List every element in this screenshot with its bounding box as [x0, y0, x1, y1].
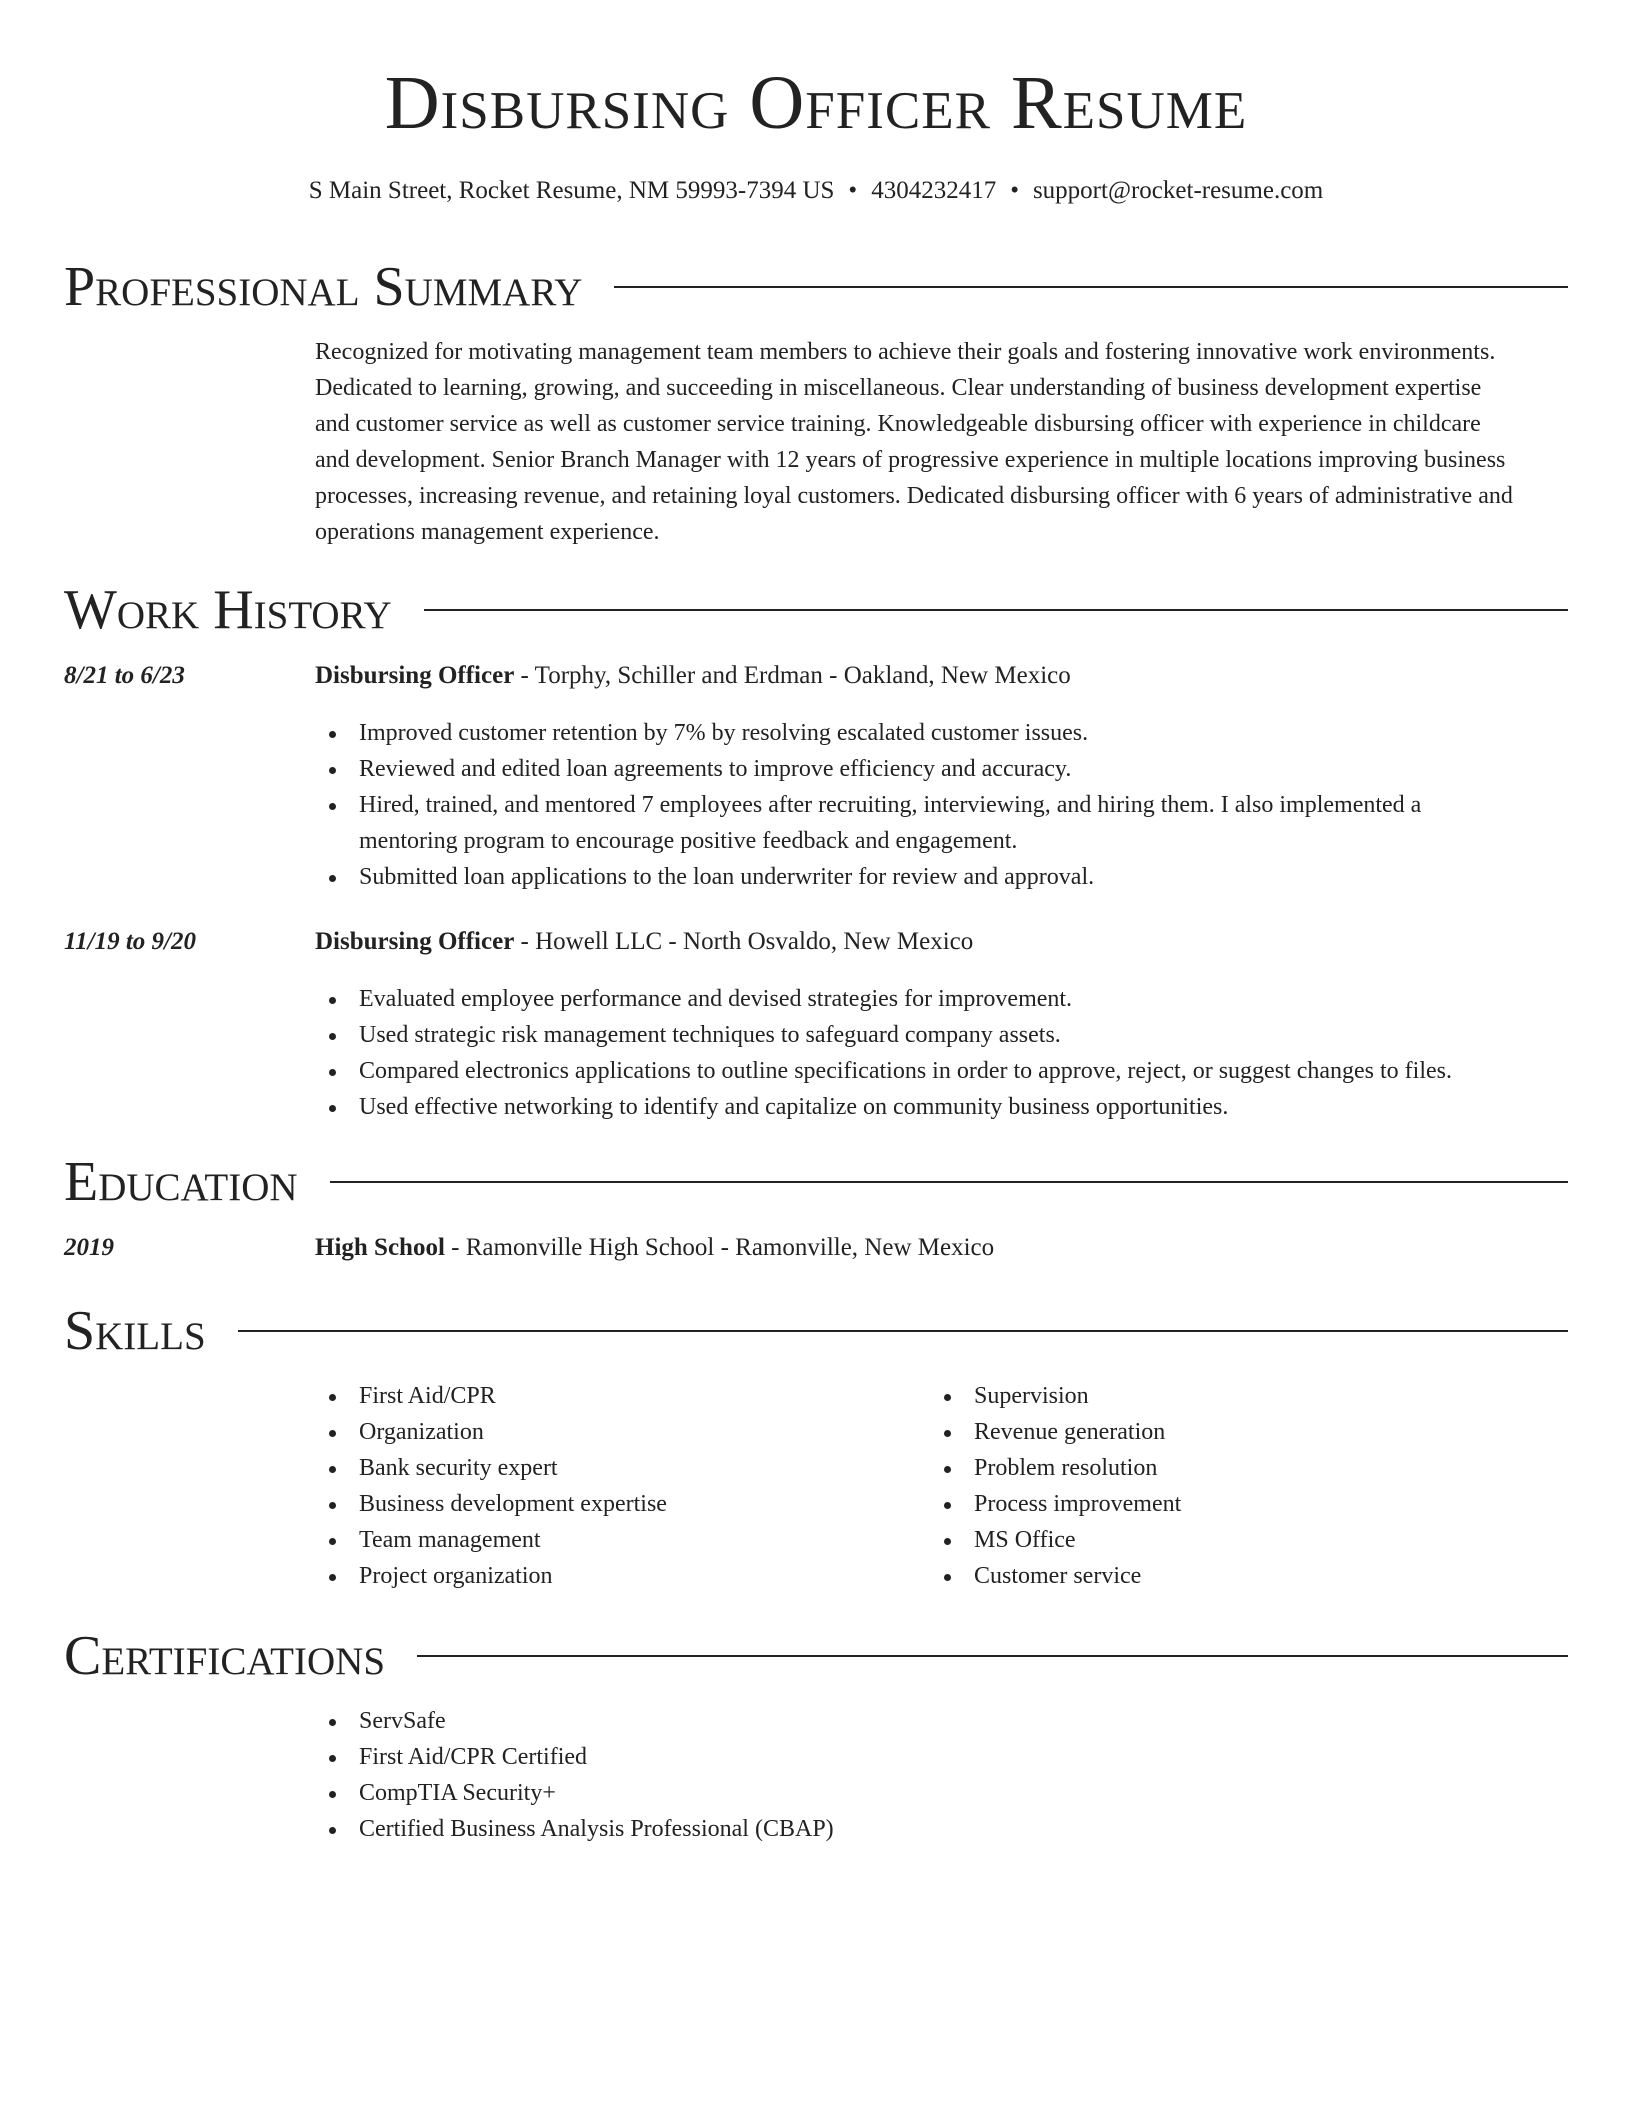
skills-list-left	[315, 1378, 915, 1594]
job-bullet-list	[315, 715, 1570, 895]
section-header-skills	[64, 1296, 1568, 1366]
summary-line: processes, increasing revenue, and retaining loyal customers. Dedicated disbursing officer with 6 years of administrative and	[315, 483, 1513, 509]
summary-line: Dedicated to learning, growing, and succeeding in miscellaneous. Clear understanding of business development expertise	[315, 375, 1482, 401]
job-title: Disbursing Officer	[315, 662, 515, 689]
job-heading	[315, 659, 1570, 693]
certification-item: First Aid/CPR Certified	[315, 1739, 1570, 1775]
skill-item: Process improvement	[930, 1486, 1530, 1522]
section-title-work-history: Work History	[64, 575, 424, 645]
contact-address: S Main Street, Rocket Resume, NM 59993-7394 US	[308, 177, 835, 204]
skill-item: Organization	[315, 1414, 915, 1450]
certification-item: Certified Business Analysis Professional (CBAP)	[315, 1811, 1570, 1847]
job-employer-location: - Howell LLC - North Osvaldo, New Mexico	[514, 928, 974, 955]
contact-separator: •	[848, 177, 858, 204]
summary-line: Recognized for motivating management team members to achieve their goals and fostering innovative work environments.	[315, 339, 1496, 365]
list-item-line: Hired, trained, and mentored 7 employees after recruiting, interviewing, and hiring them. I also implemented a	[359, 792, 1422, 818]
section-header-certifications	[64, 1621, 1568, 1691]
skill-item: Problem resolution	[930, 1450, 1530, 1486]
contact-email: support@rocket-resume.com	[1032, 177, 1324, 204]
job-dates: 11/19 to 9/20	[64, 928, 196, 955]
resume-title: Disbursing Officer Resume	[384, 61, 1248, 145]
job-heading	[315, 925, 1570, 959]
list-item	[315, 787, 1570, 859]
summary-line: and customer service as well as customer service training. Knowledgeable disbursing officer with experience in childcare	[315, 411, 1481, 437]
list-item: Improved customer retention by 7% by resolving escalated customer issues.	[315, 715, 1570, 751]
skill-item: Project organization	[315, 1558, 915, 1594]
section-header-education	[64, 1147, 1568, 1217]
list-item: Used strategic risk management techniques to safeguard company assets.	[315, 1017, 1570, 1053]
summary-line: and development. Senior Branch Manager with 12 years of progressive experience in multiple locations improving business	[315, 447, 1506, 473]
summary-text	[315, 334, 1570, 550]
skill-item: Supervision	[930, 1378, 1530, 1414]
list-item: Compared electronics applications to outline specifications in order to approve, reject, or suggest changes to files.	[315, 1053, 1570, 1089]
job-bullet-list	[315, 981, 1570, 1125]
education-heading	[315, 1231, 1570, 1265]
section-header-summary	[64, 252, 1568, 322]
job-title: Disbursing Officer	[315, 928, 515, 955]
section-rule	[64, 1330, 1568, 1332]
contact-line	[0, 174, 1632, 208]
skill-item: Customer service	[930, 1558, 1530, 1594]
skill-item: MS Office	[930, 1522, 1530, 1558]
contact-separator: •	[1010, 177, 1019, 204]
skill-item: Team management	[315, 1522, 915, 1558]
education-year: 2019	[64, 1234, 114, 1261]
list-item-line: mentoring program to encourage positive feedback and engagement.	[359, 828, 1018, 854]
list-item: Submitted loan applications to the loan underwriter for review and approval.	[315, 859, 1570, 895]
job-dates: 8/21 to 6/23	[64, 662, 185, 689]
list-item: Evaluated employee performance and devised strategies for improvement.	[315, 981, 1570, 1017]
skill-item: Revenue generation	[930, 1414, 1530, 1450]
skill-item: Business development expertise	[315, 1486, 915, 1522]
education-school-location: - Ramonville High School - Ramonville, New Mexico	[444, 1234, 995, 1261]
list-item: Used effective networking to identify and capitalize on community business opportunities.	[315, 1089, 1570, 1125]
job-employer-location: - Torphy, Schiller and Erdman - Oakland, New Mexico	[514, 662, 1071, 689]
section-title-education: Education	[64, 1147, 330, 1217]
list-item: Reviewed and edited loan agreements to improve efficiency and accuracy.	[315, 751, 1570, 787]
contact-phone: 4304232417	[871, 177, 997, 204]
summary-line: operations management experience.	[315, 519, 660, 545]
certifications-list	[315, 1703, 1570, 1847]
section-header-work-history	[64, 575, 1568, 645]
skill-item: First Aid/CPR	[315, 1378, 915, 1414]
certification-item: CompTIA Security+	[315, 1775, 1570, 1811]
skill-item: Bank security expert	[315, 1450, 915, 1486]
section-title-skills: Skills	[64, 1296, 238, 1366]
skills-list-right	[930, 1378, 1530, 1594]
section-title-summary: Professional Summary	[64, 252, 614, 322]
section-title-certifications: Certifications	[64, 1621, 417, 1691]
education-degree: High School	[315, 1234, 445, 1261]
certification-item: ServSafe	[315, 1703, 1570, 1739]
